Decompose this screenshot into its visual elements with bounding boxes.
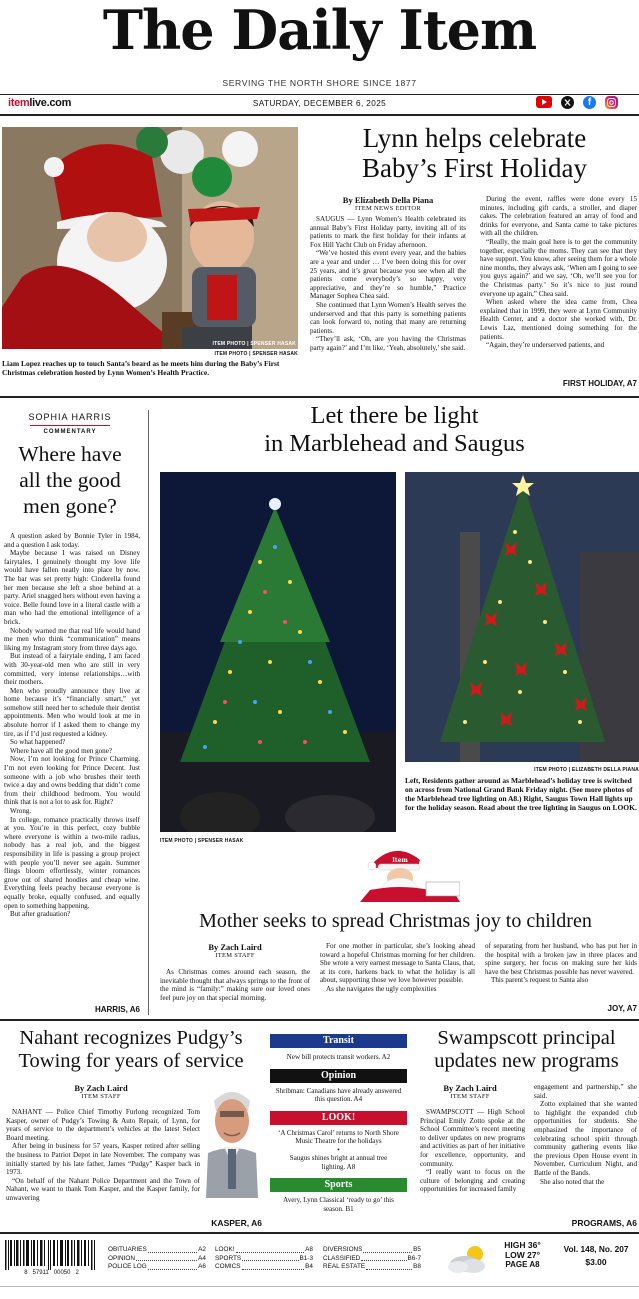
column-paragraph: Now, I’m not looking for Prince Charming. I’m not even looking for Prince Decent. Just someone with a job who brushes their teeth twice a day and owns bedding that didn’t come from their childhood bedroom. You would think that is not a lot to ask for. Right?: [4, 755, 140, 807]
lights-headline-line-2: in Marblehead and Saugus: [264, 430, 525, 457]
index-entry[interactable]: [108, 1255, 206, 1264]
index-page: B5: [413, 1246, 421, 1253]
index-entry[interactable]: [108, 1263, 206, 1272]
promo-opinion[interactable]: [270, 1069, 407, 1104]
joy-paragraph: This parent’s request to Santa also: [491, 976, 589, 985]
column-paragraph: Where have all the good men gone?: [10, 746, 113, 755]
nahant-headline-line-1: Nahant recognizes Pudgy’s: [19, 1027, 243, 1049]
lead-byline: [310, 195, 466, 212]
lights-caption: Left, Residents gather around as Marblehead’s holiday tree is switched on across from National Grand Bank Friday night. (See more photos of the Marblehead tree lighting on A8.) Right, Saugus Town Hall lights up for the holiday season. Read about the tree lighting in Saugus on LOOK.: [405, 776, 637, 812]
social-icons: [536, 96, 618, 110]
column-paragraph: A question asked by Bonnie Tyler in 1984, and a question I ask today.: [4, 532, 140, 549]
joy-headline: Mother seeks to spread Christmas joy to children: [199, 910, 592, 932]
santa-logo-text: Item: [392, 857, 408, 864]
index-label: POLICE LOG: [108, 1263, 147, 1270]
commentary-column: [0, 398, 148, 1018]
barcode-number: 8 57911 00050 2: [24, 1270, 79, 1276]
promo-bullet: •: [337, 1145, 340, 1154]
index-entry[interactable]: [215, 1246, 313, 1255]
nahant-headline: [0, 1027, 262, 1073]
weather-page: PAGE A8: [505, 1260, 540, 1269]
column-author: SOPHIA HARRIS: [28, 412, 112, 422]
nahant-body: [6, 1108, 200, 1203]
lead-paragraph: “Really, the main goal here is to get the community together, especially the moms. They can see that they have support. You know, after seeing them for a whole nine months, they always ask, ‘When am I going to see you guys again?’ and we say, ‘Oh, we’ll see you for the Christmas party.’ So it’s nice to just round everyone up again,” Chea said.: [480, 237, 637, 298]
column-jump[interactable]: HARRIS, A6: [94, 1005, 140, 1014]
nahant-paragraph: “On behalf of the Nahant Police Department and the Town of Nahant, we want to thank Tom Kasper, and the Kasper family, for unwavering: [6, 1176, 200, 1202]
column-headline-line-2: all the good: [19, 468, 121, 492]
lights-headline: [150, 402, 639, 458]
lead-caption: Liam Lopez reaches up to touch Santa’s beard as he meets him during the Baby’s First Christmas celebration hosted by Lynn Women’s Health Practice.: [2, 359, 280, 377]
swampscott-paragraph: SWAMPSCOTT — High School Principal Emily Zotto spoke at the School Committee’s recent meeting to deliver updates on new programs and activities as part of her initiative for excellence, opportunity, and community.: [420, 1108, 525, 1168]
masthead-title: The Daily Item: [102, 0, 537, 62]
index-page: B8: [413, 1263, 421, 1270]
lead-paragraph: When asked where the idea came from, Chea explained that in 1999, they were at Lynn Community Health Center, and a doctor she worked with, Dr. Lewis Laz, mentioned doing something for the patients.: [480, 298, 637, 341]
barcode: [3, 1240, 100, 1278]
index-entry[interactable]: [323, 1246, 421, 1255]
swampscott-paragraph: She also noted that the: [540, 1177, 605, 1186]
index-page: A6: [198, 1263, 206, 1270]
column-body: [4, 532, 140, 919]
index-entry[interactable]: [323, 1255, 421, 1264]
weather-low: LOW 27°: [504, 1250, 541, 1260]
lead-paragraph: “We’ve hosted this event every year, and the babies are a year and under … I’ve been doing this for over 25 years, and it’s great because you see when all the patients come everybody’s so happy, very appreciative, and they’re so humble,” Practice Manager Sophea Chea said.: [310, 249, 466, 301]
saugus-tree-photo: [405, 472, 639, 762]
promo-look[interactable]: [270, 1111, 407, 1172]
lead-byline-title: ITEM NEWS EDITOR: [354, 205, 422, 212]
promo-head-transit: Transit: [270, 1034, 407, 1048]
lead-headline: [310, 123, 639, 183]
promo-item: New bill protects transit workers. A2: [286, 1053, 391, 1061]
joy-paragraph: As Christmas comes around each season, the inevitable thought that always springs to the front of the mind is “family:” making sure our loved ones feel pure joy on that special morning.: [160, 968, 310, 1002]
joy-column-2: [320, 942, 475, 994]
joy-byline: [160, 942, 310, 959]
joy-jump[interactable]: JOY, A7: [607, 1004, 637, 1013]
joy-paragraph: As she navigates the ugly complexities: [326, 984, 437, 993]
nahant-byline-name: By Zach Laird: [74, 1083, 128, 1093]
index-column-1: [108, 1246, 206, 1272]
lead-column-1: [310, 215, 466, 353]
lead-byline-name: By Elizabeth Della Piana: [342, 195, 434, 205]
joy-byline-title: ITEM STAFF: [215, 952, 255, 959]
index-page: B1-3: [299, 1254, 313, 1262]
weather-text: [495, 1240, 550, 1270]
lead-photo: [2, 127, 298, 349]
column-paragraph: Maybe because I was raised on Disney fairytales, I genuinely thought my love life would have fallen neatly into place by now. The bar was set pretty high: Cinderella found her men because she left a shoe behind at a party. Ariel snagged hers without even having a voice. Belle found love in a literal castle with a man who had the emotional intelligence of a brick.: [4, 549, 140, 626]
index-entry[interactable]: [108, 1246, 206, 1255]
masthead: [0, 0, 639, 118]
promo-item: Saugus shines bright at annual tree lighting. A8: [289, 1154, 388, 1171]
swampscott-byline: [420, 1083, 520, 1100]
promo-head-look: LOOK!: [270, 1111, 407, 1125]
joy-paragraph: of separating from her husband, who has put her in the hospital with a broken jaw in three places and spine surgery, her focus on making sure her kids have the best Christmas possible has never wavered.: [485, 942, 637, 976]
promo-item: Avery, Lynn Classical ‘ready to go’ this season. B1: [283, 1196, 394, 1213]
swampscott-byline-name: By Zach Laird: [443, 1083, 497, 1093]
swampscott-byline-title: ITEM STAFF: [450, 1093, 490, 1100]
lead-paragraph: “Again, they’re underserved patients, and: [486, 341, 605, 350]
index-page: A2: [198, 1246, 206, 1253]
weather-high: HIGH 36°: [504, 1240, 541, 1250]
promo-item: Shribman: Canadians have already answered this question. A4: [275, 1086, 402, 1103]
promo-head-opinion: Opinion: [270, 1069, 407, 1083]
index-label: REAL ESTATE: [323, 1263, 366, 1270]
facebook-icon[interactable]: f: [583, 96, 596, 109]
joy-column-1: [160, 968, 310, 1002]
nahant-paragraph: After being in business for 57 years, Kasper retired after selling the business to Patriot Depot in late November. The company was initially started by his late father, James “Pudgy” Kasper back in 1973.: [6, 1142, 200, 1177]
site-link[interactable]: itemlive.com: [8, 97, 72, 109]
kasper-portrait-illustration: [202, 1083, 262, 1198]
barcode-icon: [3, 1240, 100, 1270]
index-label: OPINION: [108, 1254, 135, 1262]
index-column-2: [215, 1246, 313, 1272]
index-page: B4: [305, 1263, 313, 1270]
volume-number: Vol. 148, No. 207: [563, 1244, 629, 1254]
price: $3.00: [585, 1257, 607, 1267]
column-paragraph: But after graduation?: [10, 910, 71, 919]
column-paragraph: Men who proudly announce they live at home because it’s “financially smart,” yet somehow still need her to schedule their dentist appointments. Men who would look at me in absolute horror if I asked them to change my tire, as if I’d just requested a kidney.: [4, 686, 140, 738]
weather[interactable]: [445, 1240, 550, 1278]
swampscott-headline: [414, 1027, 639, 1073]
swampscott-headline-line-1: Swampscott principal: [437, 1027, 616, 1049]
marblehead-photo-credit: ITEM PHOTO | SPENSER HASAK: [160, 838, 244, 844]
index-column-3: [323, 1246, 421, 1272]
promo-column: [270, 1034, 407, 1213]
nahant-paragraph: NAHANT — Police Chief Timothy Furlong recognized Tom Kasper, owner of Pudgy’s Towing & Auto Repair, of Lynn, for years of service to the department’s vehicles at the latest Select Board meeting.: [6, 1108, 200, 1142]
saugus-photo-credit: ITEM PHOTO | ELIZABETH DELLA PIANA: [534, 767, 639, 773]
promo-sports[interactable]: [270, 1178, 407, 1213]
index-entry[interactable]: [323, 1263, 421, 1272]
x-icon[interactable]: [561, 96, 574, 109]
index-label: CLASSIFIED: [323, 1254, 361, 1262]
swampscott-paragraph: engagement and partnership,” she said.: [534, 1083, 637, 1100]
lead-headline-line-2: Baby’s First Holiday: [361, 153, 587, 183]
swampscott-column-2: [534, 1083, 637, 1186]
lead-jump[interactable]: FIRST HOLIDAY, A7: [562, 379, 637, 388]
swampscott-jump[interactable]: PROGRAMS, A6: [571, 1218, 637, 1228]
index-page: B6-7: [407, 1254, 421, 1262]
lead-paragraph: During the event, raffles were done every 15 minutes, including gift cards, a stroller, and diaper cakes. The celebration featured an array of food and drinks for everyone, and Santa came to take pictures with all the children.: [480, 195, 637, 238]
nahant-byline-title: ITEM STAFF: [81, 1093, 121, 1100]
marblehead-tree-illustration: [160, 472, 396, 832]
column-headline: [0, 441, 140, 519]
column-paragraph: But instead of a fairytale ending, I am faced with 30-year-old men who are still in very committed, very intense relationships…with their mothers.: [4, 652, 140, 687]
lead-column-2: [480, 195, 637, 350]
lead-paragraph: “They’ll ask, ‘Oh, are you having the Christmas party again?’ and I’m like, ‘Yeah, absolutely,’ she said.: [310, 335, 466, 352]
nahant-headline-line-2: Towing for years of service: [18, 1050, 244, 1072]
joy-byline-name: By Zach Laird: [208, 942, 262, 952]
index-entry[interactable]: [215, 1255, 313, 1264]
nahant-byline: [6, 1083, 196, 1100]
youtube-icon[interactable]: [536, 96, 552, 108]
joy-paragraph: For one mother in particular, she’s looking ahead toward a hopeful Christmas morning for her children. She wrote a very earnest message to Santa Claus, that, at its core, harkens back to what the holiday is all about, supporting those we love however possible.: [320, 942, 475, 985]
site-link-text: live.com: [29, 97, 72, 109]
cloud-sun-icon: [445, 1242, 491, 1276]
joy-column-3: [485, 942, 637, 985]
index-label: LOOK!: [215, 1246, 235, 1253]
index-label: SPORTS: [215, 1254, 242, 1262]
index-page: A8: [305, 1246, 313, 1253]
instagram-icon[interactable]: [605, 96, 618, 109]
promo-item: ‘A Christmas Carol’ returns to North Shore Music Theatre for the holidays: [278, 1128, 399, 1145]
index-label: OBITUARIES: [108, 1246, 147, 1253]
lead-paragraph: SAUGUS — Lynn Women’s Health celebrated its annual Baby’s First Holiday party, inviting all of its patients to mark the first holiday for their infants at Fox Hill Yacht Club on Friday afternoon.: [310, 215, 466, 249]
issue-info: [555, 1244, 637, 1267]
promo-transit[interactable]: [270, 1034, 407, 1062]
column-kicker: COMMENTARY: [43, 429, 97, 435]
promo-head-sports: Sports: [270, 1178, 407, 1192]
column-headline-line-3: men gone?: [23, 494, 117, 518]
column-paragraph: Nobody warned me that real life would hand me men who think “communication” means liking my Instagram story from three days ago.: [4, 626, 140, 652]
lead-paragraph: She continued that Lynn Women’s Health serves the underserved and that this party is something patients can look forward to, noting that many are returning patients.: [310, 300, 466, 335]
santa-icon: [360, 842, 460, 902]
swampscott-paragraph: Zotto explained that she wanted to highlight the expanded club opportunities for students. She emphasized the importance of celebrating school spirit through community gathering events like the previous Open House event in November, Curriculum Night, and Battle of the Bands.: [534, 1100, 637, 1177]
saugus-tree-illustration: [405, 472, 639, 762]
kasper-headshot: [202, 1083, 262, 1198]
index-entry[interactable]: [215, 1263, 313, 1272]
nahant-jump[interactable]: KASPER, A6: [211, 1218, 262, 1228]
lead-photo-credit: ITEM PHOTO | SPENSER HASAK: [212, 341, 296, 347]
swampscott-column-1: [420, 1108, 525, 1194]
index-label: COMICS: [215, 1263, 241, 1270]
swampscott-paragraph: “I really want to focus on the culture of belonging and creating opportunities for increased family: [420, 1168, 525, 1194]
index-page: A4: [198, 1254, 206, 1262]
column-paragraph: In college, romance practically throws itself at you. You’re in this perfect, cozy bubble where everyone is within a two-mile radius, nobody has a real job, and the biggest responsibility in life is passing a group project with people you’ll never see again. Summer flings bloom effortlessly, winter romances grow out of shared hoodies and cheap wine. Everything feels peachy because everyone is equally broke, equally confused, and equally open to something happening.: [4, 815, 140, 910]
lead-headline-line-1: Lynn helps celebrate: [362, 123, 587, 153]
index-label: DIVERSIONS: [323, 1246, 363, 1253]
lights-headline-line-1: Let there be light: [310, 402, 479, 429]
marblehead-tree-photo: [160, 472, 396, 832]
issue-date: SATURDAY, DECEMBER 6, 2025: [252, 99, 387, 108]
santa-with-baby-illustration: [2, 127, 298, 349]
column-paragraph: So what happened?: [10, 738, 66, 747]
column-paragraph: Wrong.: [10, 807, 32, 815]
lead-photo-credit-strip: ITEM PHOTO | SPENSER HASAK: [214, 351, 298, 357]
column-headline-line-1: Where have: [18, 442, 122, 466]
santa-logo: [360, 842, 460, 902]
masthead-tagline: SERVING THE NORTH SHORE SINCE 1877: [222, 78, 417, 88]
swampscott-headline-line-2: updates new programs: [434, 1050, 619, 1072]
